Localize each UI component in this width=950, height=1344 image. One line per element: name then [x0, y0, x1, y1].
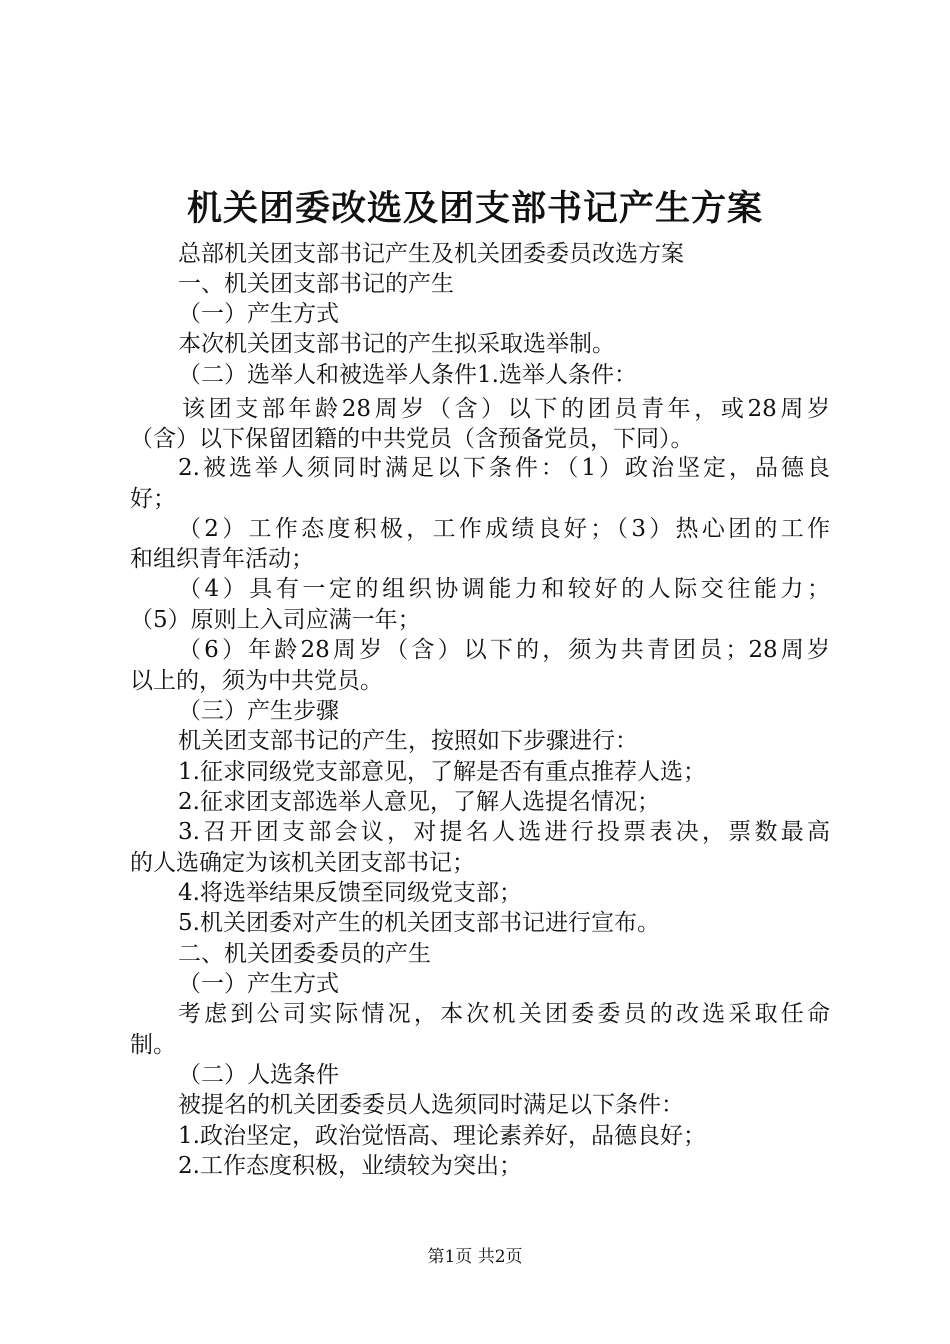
subsection-heading: （一）产生方式 [178, 971, 339, 997]
list-item: 4.将选举结果反馈至同级党支部； [178, 880, 522, 906]
body-line: 的人选确定为该机关团支部书记； [130, 850, 475, 876]
subsection-heading: （二）人选条件 [178, 1062, 339, 1088]
body-line: 本次机关团支部书记的产生拟采取选举制。 [178, 331, 615, 357]
body-line: 好； [130, 486, 176, 512]
list-item: 1.征求同级党支部意见，了解是否有重点推荐人选； [178, 759, 706, 785]
subsection-heading: （三）产生步骤 [178, 698, 339, 724]
list-item: 2.工作态度积极，业绩较为突出； [178, 1153, 522, 1179]
body-line: 总部机关团支部书记产生及机关团委委员改选方案 [178, 241, 684, 267]
body-line: （2）工作态度积极，工作成绩良好；（3）热心团的工作 [178, 516, 830, 542]
body-line: 2.被选举人须同时满足以下条件：（1）政治坚定，品德良 [178, 455, 830, 481]
body-line: 被提名的机关团委委员人选须同时满足以下条件： [178, 1092, 684, 1118]
body-line: 机关团支部书记的产生，按照如下步骤进行： [178, 728, 638, 754]
body-line: 制。 [130, 1032, 176, 1058]
subsection-heading: （二）选举人和被选举人条件1.选举人条件： [178, 362, 637, 388]
body-line: 考虑到公司实际情况，本次机关团委委员的改选采取任命 [178, 1001, 830, 1027]
body-line: 该团支部年龄28周岁（含）以下的团员青年，或28周岁 [182, 396, 830, 422]
body-line: 和组织青年活动； [130, 546, 314, 572]
list-item: 2.征求团支部选举人意见，了解人选提名情况； [178, 789, 660, 815]
list-item: 1.政治坚定，政治觉悟高、理论素养好，品德良好； [178, 1123, 706, 1149]
body-line: （4）具有一定的组织协调能力和较好的人际交往能力； [178, 576, 830, 602]
body-line: （含）以下保留团籍的中共党员（含预备党员，下同）。 [130, 426, 694, 452]
subsection-heading: （一）产生方式 [178, 301, 339, 327]
document-title: 机关团委改选及团支部书记产生方案 [186, 188, 763, 229]
list-item: 5.机关团委对产生的机关团支部书记进行宣布。 [178, 910, 660, 936]
body-line: （6）年龄28周岁（含）以下的，须为共青团员；28周岁 [178, 637, 830, 663]
section-heading: 二、机关团委委员的产生 [178, 941, 431, 967]
section-heading: 一、机关团支部书记的产生 [178, 271, 454, 297]
body-line: 以上的，须为中共党员。 [130, 668, 383, 694]
page-number: 第1页 共2页 [427, 1247, 523, 1267]
list-item: 3.召开团支部会议，对提名人选进行投票表决，票数最高 [178, 819, 830, 845]
body-line: （5）原则上入司应满一年； [130, 607, 421, 633]
